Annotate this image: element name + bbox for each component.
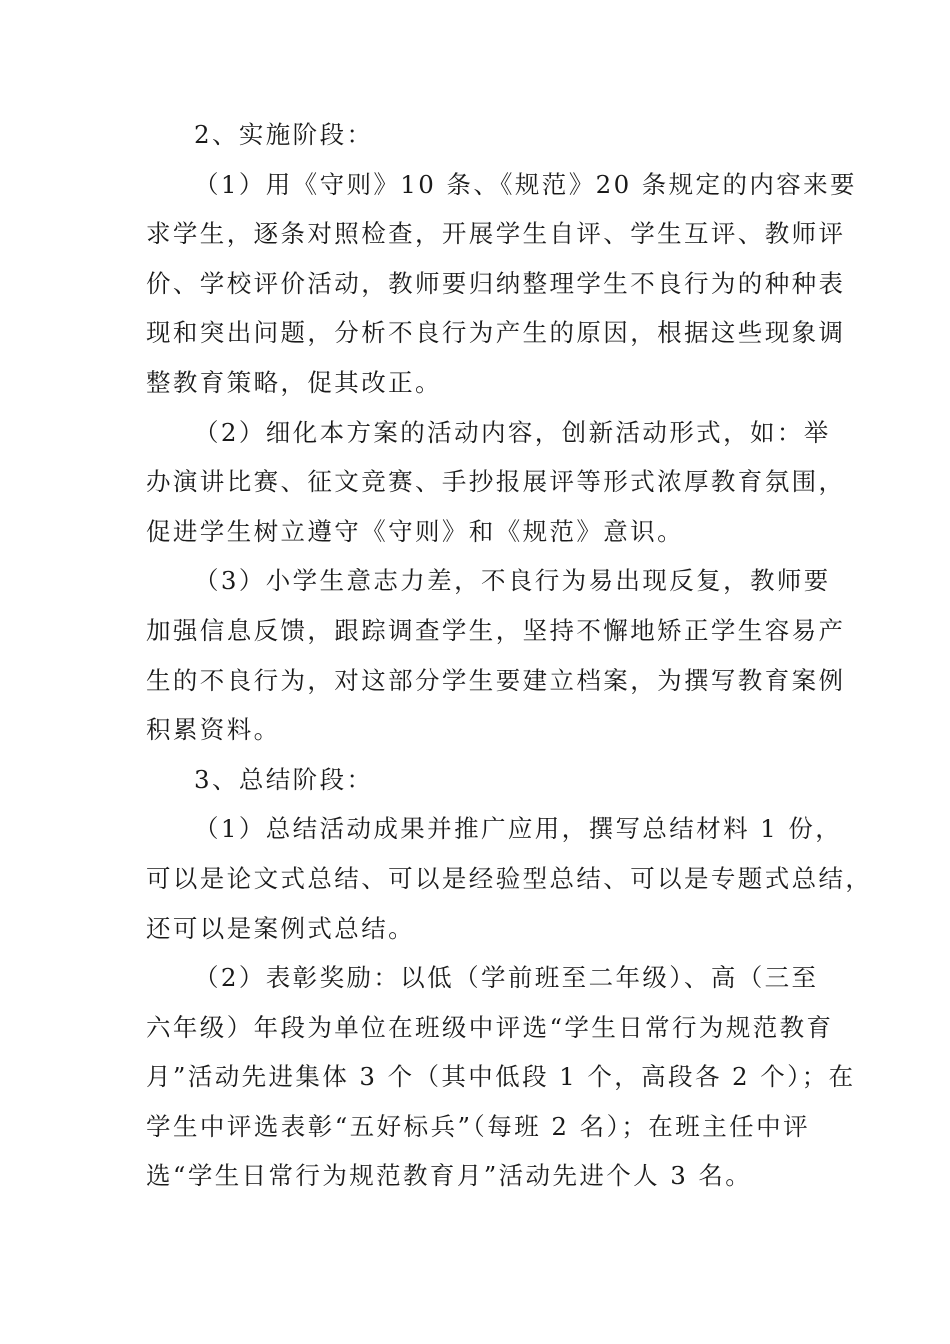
paragraph-line: 加强信息反馈，跟踪调查学生，坚持不懈地矫正学生容易产 [146, 615, 846, 645]
paragraph-line: 办演讲比赛、征文竞赛、手抄报展评等形式浓厚教育氛围， [146, 467, 846, 497]
paragraph-line: 价、学校评价活动，教师要归纳整理学生不良行为的种种表 [146, 268, 846, 298]
paragraph-line: 整教育策略，促其改正。 [146, 367, 442, 397]
paragraph-line: 还可以是案例式总结。 [146, 913, 415, 943]
paragraph-line: 积累资料。 [146, 715, 281, 745]
paragraph-line: 求学生，逐条对照检查，开展学生自评、学生互评、教师评 [146, 219, 846, 249]
paragraph-line: （1）用《守则》10 条、《规范》20 条规定的内容来要 [194, 169, 857, 199]
section-heading-summary: 3、总结阶段： [194, 764, 374, 794]
paragraph-line: （2）细化本方案的活动内容，创新活动形式，如：举 [194, 417, 831, 447]
paragraph-line: 学生中评选表彰“五好标兵”（每班 2 名）；在班主任中评 [146, 1111, 810, 1141]
paragraph-line: （1）总结活动成果并推广应用，撰写总结材料 1 份， [194, 814, 843, 844]
paragraph-line: 促进学生树立遵守《守则》和《规范》意识。 [146, 516, 684, 546]
paragraph-line: 可以是论文式总结、可以是经验型总结、可以是专题式总结， [146, 863, 873, 893]
paragraph-line: 生的不良行为，对这部分学生要建立档案，为撰写教育案例 [146, 665, 846, 695]
paragraph-line: 六年级）年段为单位在班级中评选“学生日常行为规范教育 [146, 1012, 834, 1042]
paragraph-line: 现和突出问题，分析不良行为产生的原因，根据这些现象调 [146, 318, 846, 348]
paragraph-line: （3）小学生意志力差，不良行为易出现反复，教师要 [194, 566, 831, 596]
paragraph-line: 月”活动先进集体 3 个（其中低段 1 个，高段各 2 个）；在 [146, 1062, 856, 1092]
paragraph-line: （2）表彰奖励：以低（学前班至二年级）、高（三至 [194, 963, 819, 993]
section-heading-implementation: 2、实施阶段： [194, 120, 374, 149]
paragraph-line: 选“学生日常行为规范教育月”活动先进个人 3 名。 [146, 1161, 753, 1191]
document-body [146, 110, 873, 1201]
